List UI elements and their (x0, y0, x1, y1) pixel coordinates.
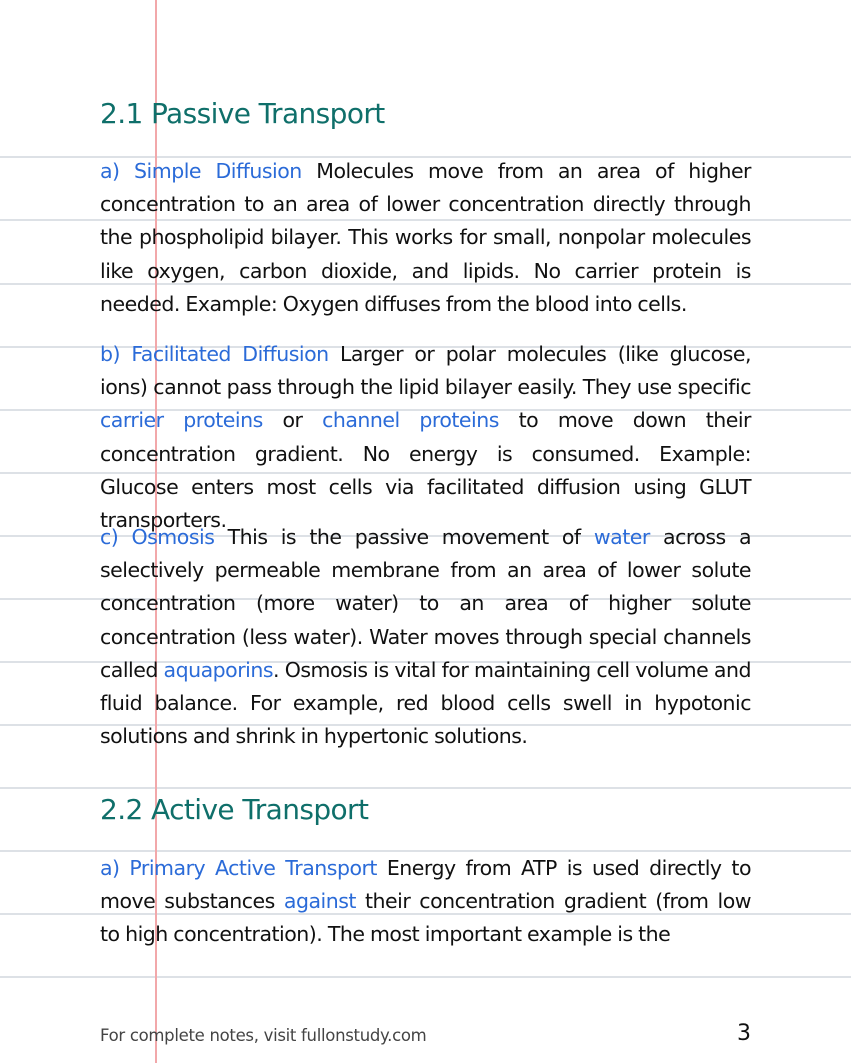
paragraph-text: Larger or polar molecules (like glucose, ions) cannot pass through the lipid bilayer easily. They use specific (100, 342, 751, 400)
section-heading-active-transport: 2.2 Active Transport (100, 793, 369, 826)
term-facilitated-diffusion: b) Facilitated Diffusion (100, 342, 329, 366)
footer-note: For complete notes, visit fullonstudy.com (100, 1026, 427, 1045)
term-primary-active-transport: a) Primary Active Transport (100, 856, 377, 880)
paragraph-text: Molecules move from an area of higher concentration to an area of lower concentration directly through the phospholipid bilayer. This works for small, nonpolar molecules like oxygen, carbon dioxide, and lipids. No carrier protein is needed. Example: Oxygen diffuses from the blood into cells. (100, 159, 751, 316)
term-aquaporins: aquaporins (163, 657, 274, 682)
paragraph-osmosis (100, 521, 751, 753)
paragraph-text: across a selectively permeable membrane from an area of lower solute concentration (more water) to an area of higher solute concentration (less water). Water moves through special channels called (100, 525, 752, 682)
paragraph-text: to move down their concentration gradient. No energy is consumed. Example: Glucose enters most cells via facilitated diffusion using GLUT transporters. (100, 408, 751, 533)
ruled-line (0, 976, 851, 978)
page-number: 3 (737, 1021, 751, 1046)
paragraph-text: . Osmosis is vital for maintaining cell volume and fluid balance. For example, red blood cells swell in hypotonic solutions and shrink in hypertonic solutions. (100, 657, 751, 749)
paragraph-primary-active-transport (100, 852, 751, 952)
term-carrier-proteins: carrier proteins (100, 408, 263, 433)
paragraph-facilitated-diffusion (100, 338, 751, 537)
term-simple-diffusion: a) Simple Diffusion (100, 159, 302, 183)
term-water: water (593, 525, 650, 549)
paragraph-text: This is the passive movement of (214, 525, 594, 549)
section-heading-passive-transport: 2.1 Passive Transport (100, 97, 385, 130)
ruled-line (0, 787, 851, 789)
paragraph-text: their concentration gradient (from low to high concentration). The most important example is the (100, 889, 752, 947)
term-channel-proteins: channel proteins (322, 408, 499, 433)
term-against: against (283, 889, 356, 914)
term-osmosis: c) Osmosis (100, 525, 215, 549)
paragraph-text: or (262, 408, 323, 433)
paragraph-text: Energy from ATP is used directly to move substances (100, 856, 751, 914)
paragraph-simple-diffusion (100, 155, 751, 321)
